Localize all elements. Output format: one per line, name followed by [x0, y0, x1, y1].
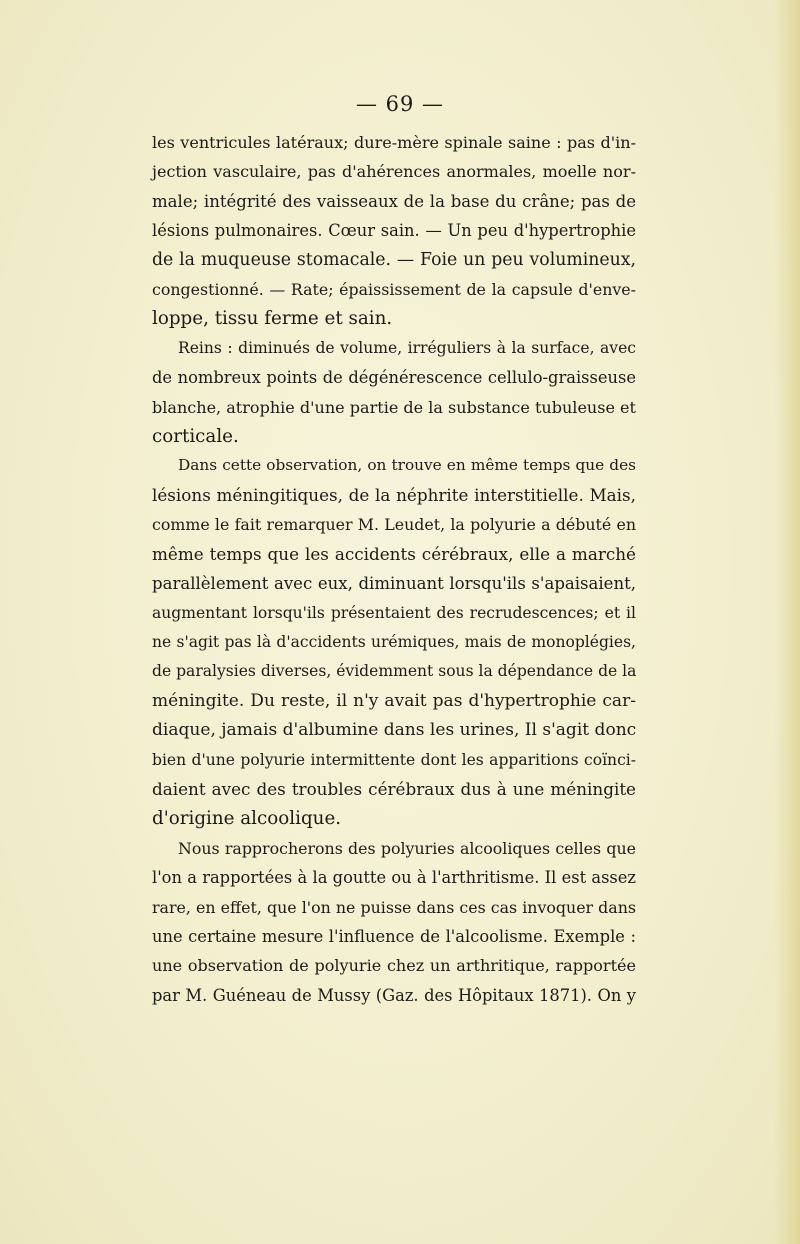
text-line: bien d'une polyurie intermittente dont les apparitions coïnci-	[152, 750, 636, 769]
text-line: d'origine alcoolique.	[152, 808, 342, 830]
text-line: loppe, tissu ferme et sain.	[152, 308, 393, 330]
text-line: méningite. Du reste, il n'y avait pas d'hypertrophie car-	[152, 690, 636, 711]
paragraph-1	[152, 128, 636, 334]
text-line: par M. Guéneau de Mussy (Gaz. des Hôpitaux 1871). On y	[152, 985, 636, 1005]
page-edge-shading	[774, 0, 800, 1244]
text-line: jection vasculaire, pas d'ahérences anormales, moelle nor-	[152, 162, 636, 182]
text-line: Nous rapprocherons des polyuries alcooliques celles que	[178, 838, 636, 858]
text-line: lésions pulmonaires. Cœur sain. — Un peu d'hypertrophie	[152, 221, 636, 241]
paragraph-4	[152, 834, 636, 1010]
paragraph-2	[152, 334, 636, 452]
text-line: parallèlement avec eux, diminuant lorsqu'ils s'apaisaient,	[152, 574, 636, 594]
page-number: — 69 —	[355, 92, 445, 116]
text-line: Dans cette observation, on trouve en même temps que des	[178, 456, 636, 475]
text-line: diaque, jamais d'albumine dans les urines, Il s'agit donc	[152, 720, 637, 741]
text-line: de paralysies diverses, évidemment sous la dépendance de la	[152, 662, 637, 681]
text-line: congestionné. — Rate; épaississement de la capsule d'enve-	[152, 280, 636, 300]
text-line: comme le fait remarquer M. Leudet, la polyurie a débuté en	[152, 515, 636, 535]
text-line: Reins : diminués de volume, irréguliers à la surface, avec	[178, 338, 636, 357]
text-line: rare, en effet, que l'on ne puisse dans ces cas invoquer dans	[152, 897, 636, 917]
text-line: blanche, atrophie d'une partie de la substance tubuleuse et	[152, 397, 636, 417]
text-line: ne s'agit pas là d'accidents urémiques, mais de monoplégies,	[152, 632, 636, 651]
text-line: de la muqueuse stomacale. — Foie un peu volumineux,	[152, 249, 636, 270]
text-line: de nombreux points de dégénérescence cellulo-graisseuse	[152, 368, 636, 388]
text-line: daient avec des troubles cérébraux dus à une méningite	[152, 778, 636, 799]
text-line: même temps que les accidents cérébraux, elle a marché	[152, 543, 636, 564]
text-line: corticale.	[152, 426, 239, 448]
text-line: une certaine mesure l'influence de l'alcoolisme. Exemple :	[152, 926, 636, 946]
body-text	[152, 128, 636, 1010]
paragraph-3	[152, 451, 636, 833]
text-line: une observation de polyurie chez un arthritique, rapportée	[152, 956, 636, 976]
text-line: les ventricules latéraux; dure-mère spinale saine : pas d'in-	[152, 133, 636, 152]
text-line: l'on a rapportées à la goutte ou à l'arthritisme. Il est assez	[152, 868, 636, 888]
text-line: male; intégrité des vaisseaux de la base du crâne; pas de	[152, 191, 636, 211]
text-line: augmentant lorsqu'ils présentaient des recrudescences; et il	[152, 603, 636, 622]
text-line: lésions méningitiques, de la néphrite interstitielle. Mais,	[152, 484, 636, 505]
